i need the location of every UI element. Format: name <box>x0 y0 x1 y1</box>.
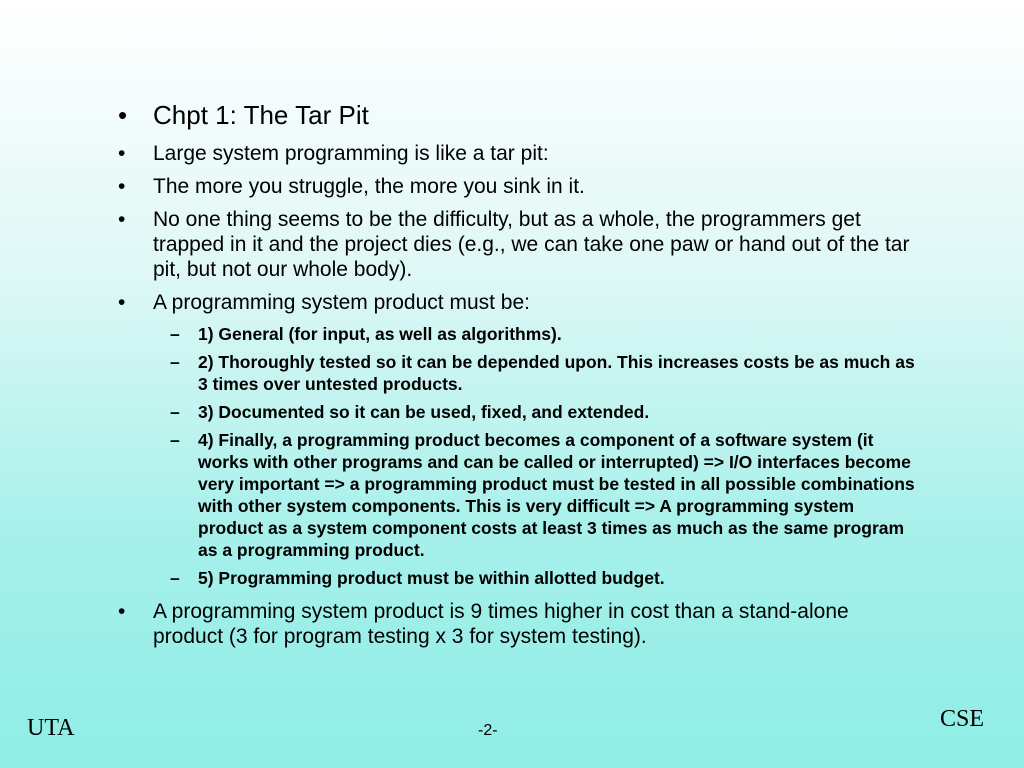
sub-item-text: 3) Documented so it can be used, fixed, and extended. <box>198 402 650 422</box>
slide-title <box>118 99 918 131</box>
bullet-glyph: • <box>118 100 128 130</box>
sub-item <box>170 323 918 345</box>
page-number: -2- <box>478 722 498 739</box>
bullet-glyph: • <box>118 175 126 198</box>
footer-left-label: UTA <box>27 715 75 741</box>
bullet-glyph: • <box>118 600 126 623</box>
sub-item <box>170 401 918 423</box>
dash-glyph: – <box>170 324 180 344</box>
sub-item-text: 2) Thoroughly tested so it can be depended upon. This increases costs be as much as 3 times over untested products. <box>198 352 915 394</box>
bullet-glyph: • <box>118 142 126 165</box>
bullet-text: A programming system product is 9 times higher in cost than a stand-alone product (3 for program testing x 3 for system testing). <box>153 600 849 648</box>
sub-list <box>170 323 918 589</box>
bullet-item <box>118 141 918 166</box>
bullet-glyph: • <box>118 291 126 314</box>
sub-item-text: 4) Finally, a programming product becomes a component of a software system (it works with other programs and can be called or interrupted) => I/O interfaces become very important => a programming product must be tested in all possible combinations with other system components. This is very difficult => A programming system product as a system component costs at least 3 times as much as the same program as a programming product. <box>198 430 915 560</box>
slide-title-text: Chpt 1: The Tar Pit <box>153 100 369 130</box>
footer-right-label: CSE <box>940 706 985 732</box>
dash-glyph: – <box>170 402 180 422</box>
bullet-list <box>118 99 918 649</box>
sub-item <box>170 351 918 395</box>
bullet-item <box>118 174 918 199</box>
bullet-item <box>118 290 918 315</box>
bullet-text: Large system programming is like a tar pit: <box>153 142 549 165</box>
sub-item-text: 5) Programming product must be within allotted budget. <box>198 568 665 588</box>
dash-glyph: – <box>170 352 180 372</box>
sub-item-text: 1) General (for input, as well as algorithms). <box>198 324 562 344</box>
sub-item <box>170 429 918 561</box>
sub-item <box>170 567 918 589</box>
bullet-text: The more you struggle, the more you sink in it. <box>153 175 585 198</box>
dash-glyph: – <box>170 430 180 450</box>
dash-glyph: – <box>170 568 180 588</box>
bullet-text: A programming system product must be: <box>153 291 530 314</box>
bullet-text: No one thing seems to be the difficulty, but as a whole, the programmers get trapped in it and the project dies (e.g., we can take one paw or hand out of the tar pit, but not our whole body). <box>153 208 910 281</box>
bullet-item <box>118 207 918 282</box>
bullet-glyph: • <box>118 208 126 231</box>
bullet-item <box>118 599 918 649</box>
